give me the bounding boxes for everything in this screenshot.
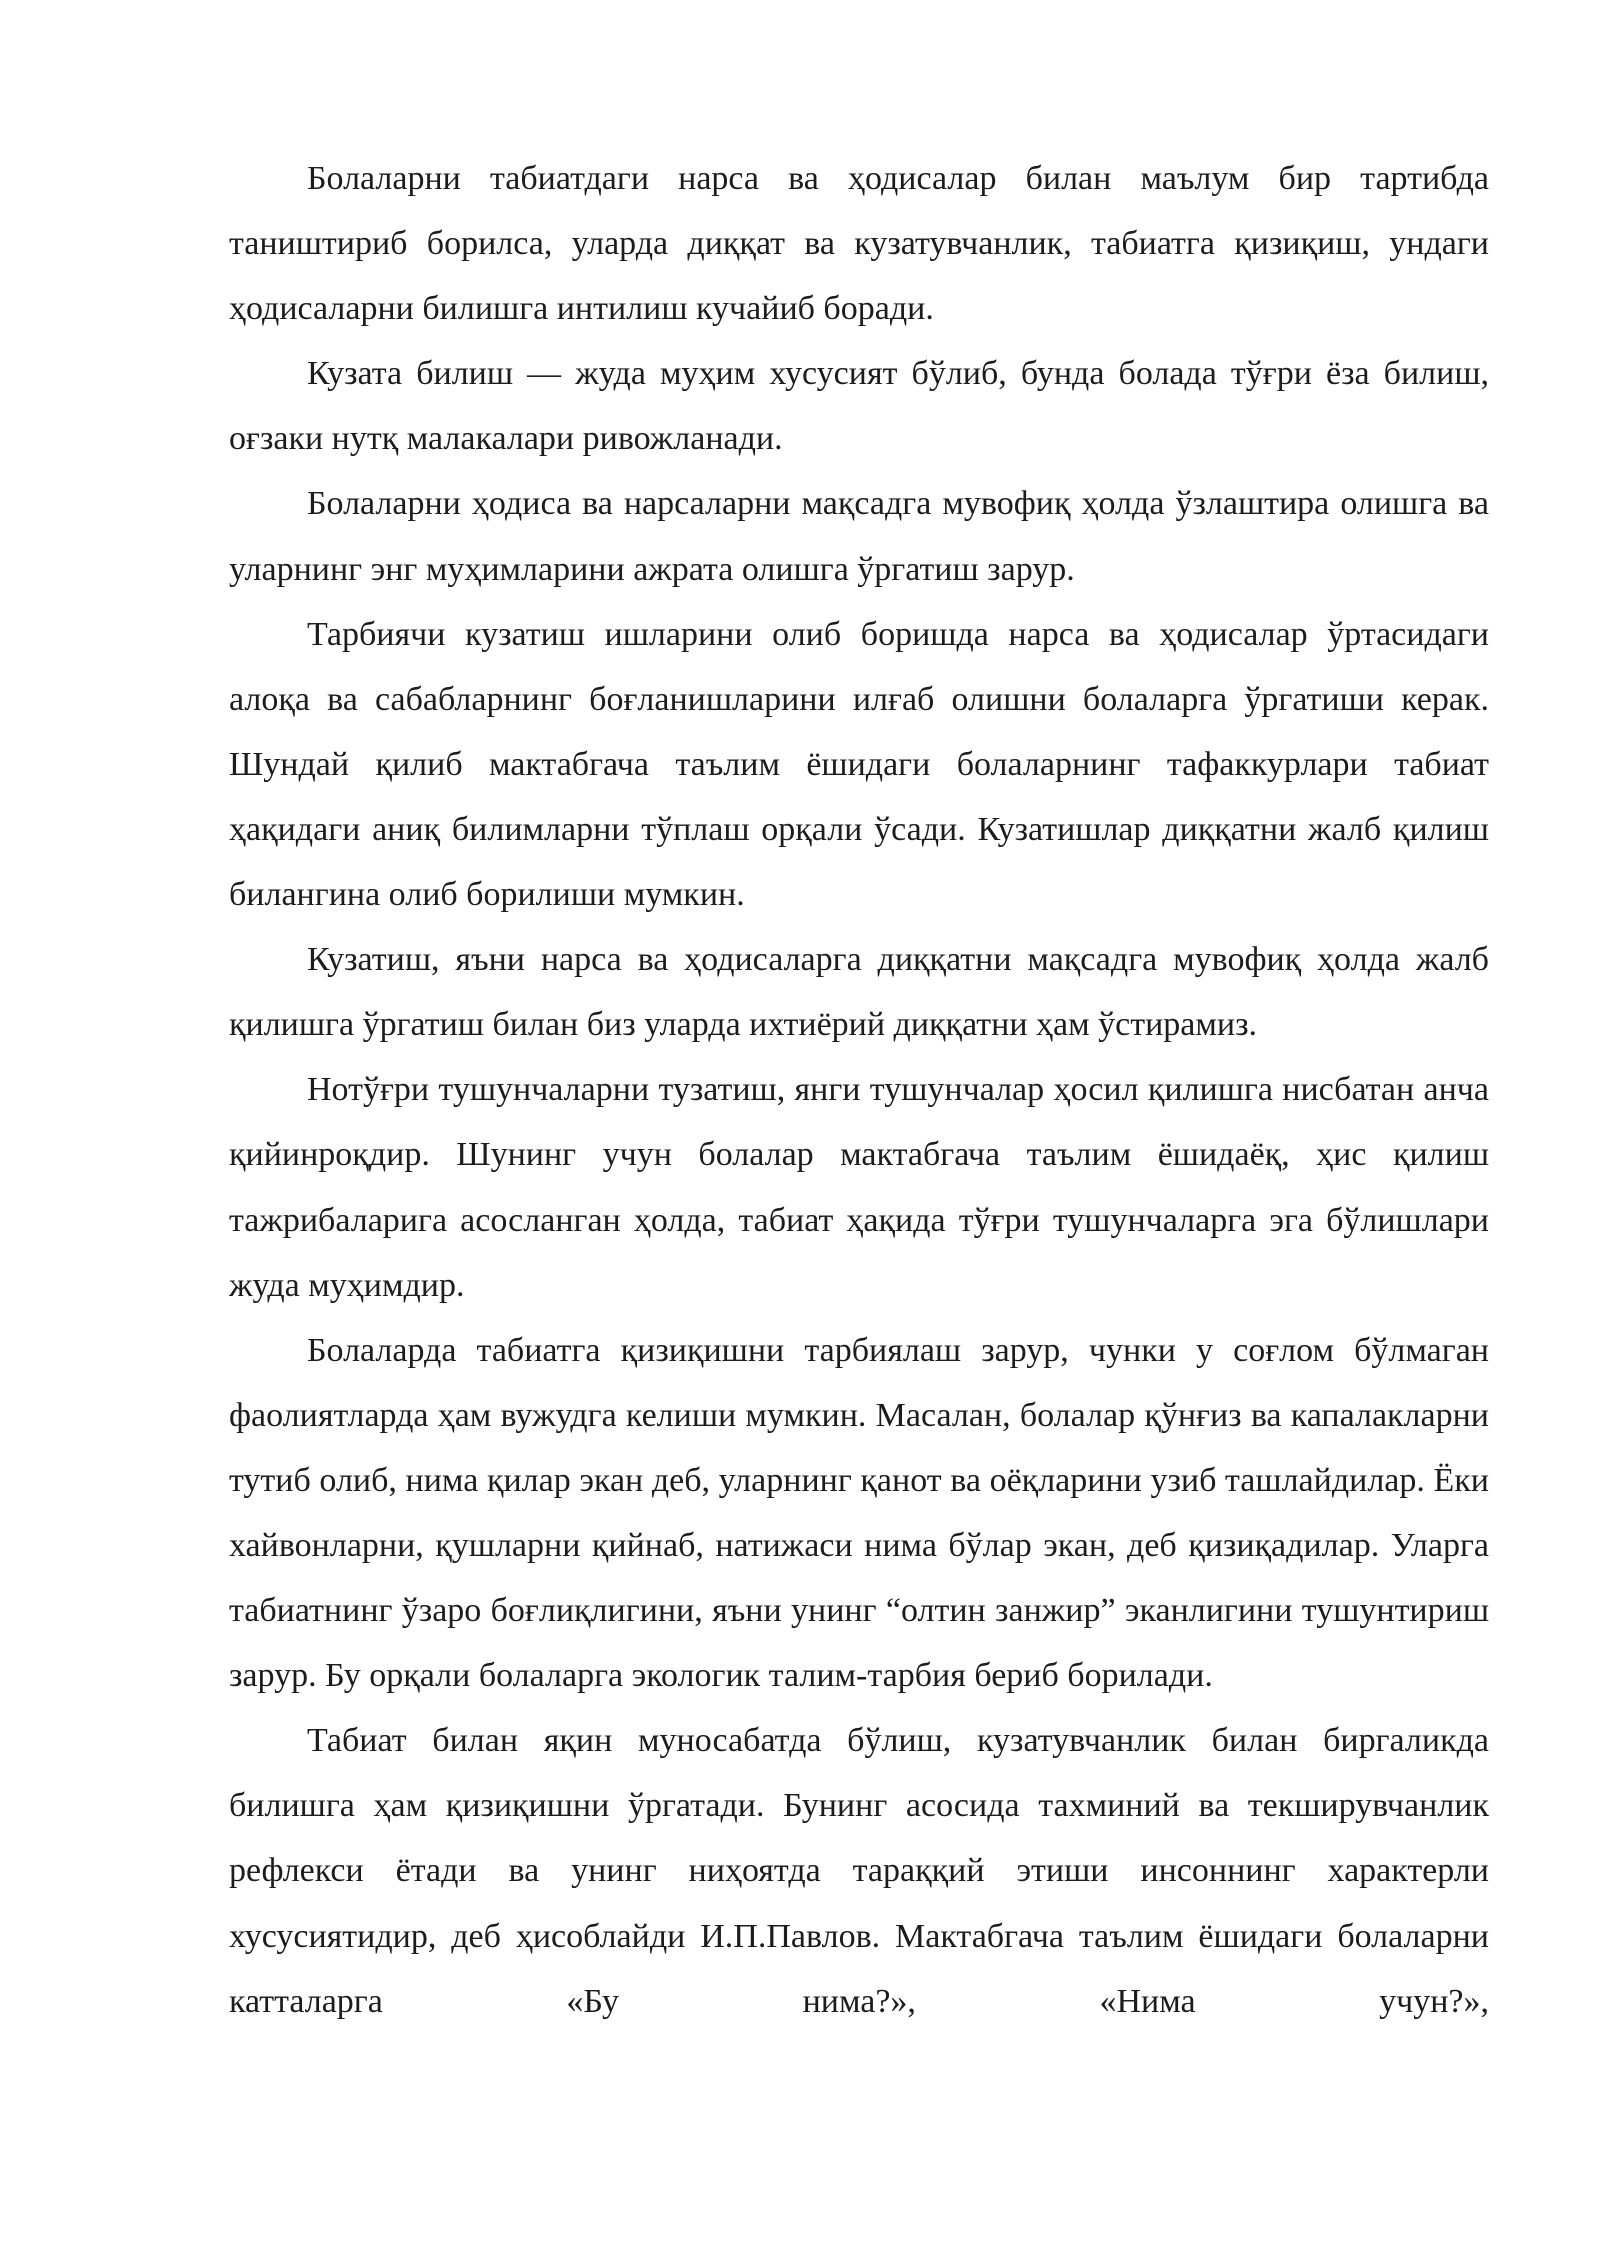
document-page — [229, 146, 1489, 2034]
paragraph: Кузата билиш — жуда муҳим хусусият бўлиб, бунда болада тўғри ёза билиш, оғзаки нутқ малакалари ривожланади. — [229, 355, 1489, 458]
paragraph: Тарбиячи кузатиш ишларини олиб боришда нарса ва ҳодисалар ўртасидаги алоқа ва сабабларнинг боғланишларини илғаб олишни болаларга ўргатиши керак. Шундай қилиб мактабгача таълим ёшидаги болаларнинг тафаккурлари табиат ҳақидаги аниқ билимларни тўплаш орқали ўсади. Кузатишлар диққатни жалб қилиш билангина олиб борилиши мумкин. — [229, 615, 1489, 914]
paragraph: Кузатиш, яъни нарса ва ҳодисаларга диққатни мақсадга мувофиқ ҳолда жалб қилишга ўргатиш билан биз уларда ихтиёрий диққатни ҳам ўстирамиз. — [229, 941, 1489, 1044]
paragraph: Болаларни ҳодиса ва нарсаларни мақсадга мувофиқ ҳолда ўзлаштира олишга ва уларнинг энг муҳимларини ажрата олишга ўргатиш зарур. — [229, 485, 1489, 588]
paragraph: Нотўғри тушунчаларни тузатиш, янги тушунчалар ҳосил қилишга нисбатан анча қийинроқдир. Шунинг учун болалар мактабгача таълим ёшидаёқ, ҳис қилиш тажрибаларига асосланган ҳолда, табиат ҳақида тўғри тушунчаларга эга бўлишлари жуда муҳимдир. — [229, 1071, 1489, 1304]
paragraph: Табиат билан яқин муносабатда бўлиш, кузатувчанлик билан биргаликда билишга ҳам қизиқишни ўргатади. Бунинг асосида тахминий ва текширувчанлик рефлекси ётади ва унинг ниҳоятда тараққий этиши инсоннинг характерли хусусиятидир, деб ҳисоблайди И.П.Павлов. Мактабгача таълим ёшидаги болаларни катталарга «Бу нима?», «Нима учун?», — [229, 1722, 1489, 2020]
paragraph: Болаларда табиатга қизиқишни тарбиялаш зарур, чунки у соғлом бўлмаган фаолиятларда ҳам вужудга келиши мумкин. Масалан, болалар қўнғиз ва капалакларни тутиб олиб, нима қилар экан деб, уларнинг қанот ва оёқларини узиб ташлайдилар. Ёки хайвонларни, қушларни қийнаб, натижаси нима бўлар экан, деб қизиқадилар. Уларга табиатнинг ўзаро боғлиқлигини, яъни унинг “олтин занжир” эканлигини тушунтириш зарур. Бу орқали болаларга экологик талим-тарбия бериб борилади. — [229, 1331, 1489, 1695]
paragraph: Болаларни табиатдаги нарса ва ҳодисалар билан маълум бир тартибда таништириб борилса, уларда диққат ва кузатувчанлик, табиатга қизиқиш, ундаги ҳодисаларни билишга интилиш кучайиб боради. — [229, 160, 1489, 328]
